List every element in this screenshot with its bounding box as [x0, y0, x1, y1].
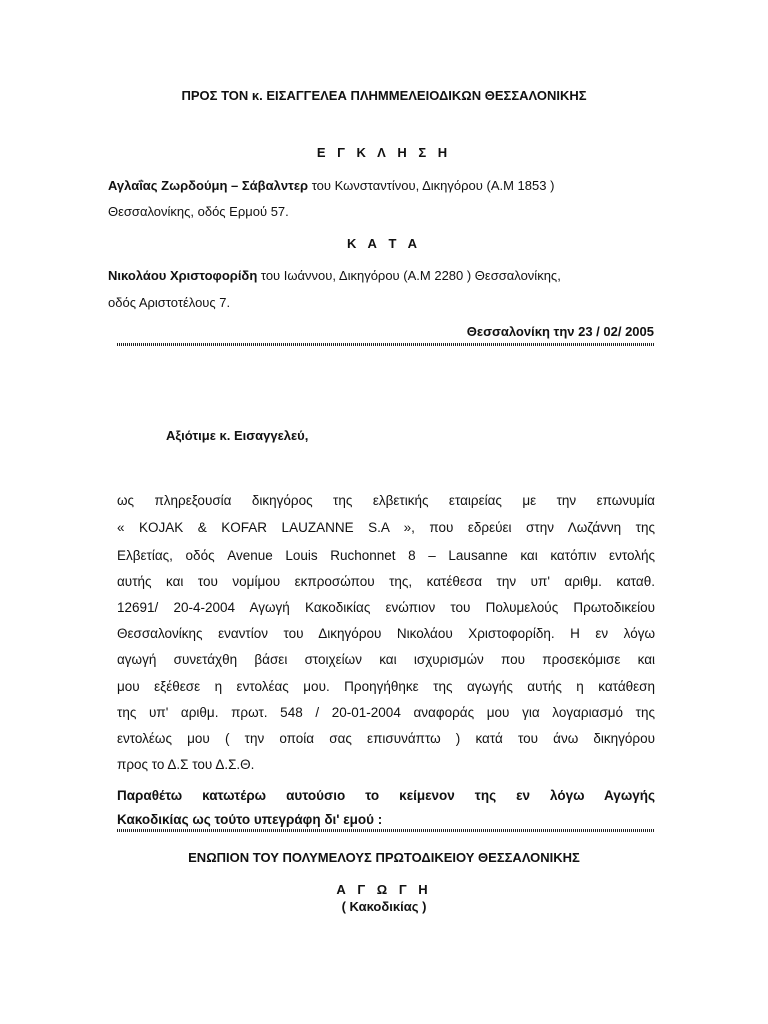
- addressee-heading: ΠΡΟΣ ΤΟΝ κ. ΕΙΣΑΓΓΕΛΕΑ ΠΛΗΜΜΕΛΕΙΟΔΙΚΩΝ ΘΕΣΣΑΛΟΝΙΚΗΣ: [181, 88, 587, 103]
- document-title: Ε Γ Κ Λ Η Σ Η: [316, 145, 452, 160]
- salutation: Αξιότιμε κ. Εισαγγελεύ,: [166, 428, 309, 443]
- complainant-line-1: [108, 178, 554, 193]
- lawsuit-subtitle: ( Κακοδικίας ): [341, 899, 427, 914]
- body-line: αγωγή συνετάχθη βάσει στοιχείων και ισχυρισμών που προσεκόμισε και: [117, 652, 655, 667]
- defendant-address: οδός Αριστοτέλους 7.: [108, 295, 231, 310]
- lawsuit-title: Α Γ Ω Γ Η: [336, 882, 432, 897]
- body-line: μου εξέθεσε η εντολέας μου. Προηγήθηκε της αγωγής αυτής η κατάθεση: [117, 679, 655, 694]
- defendant-line-1: [108, 268, 561, 283]
- defendant-details: του Ιωάννου, Δικηγόρου (Α.Μ 2280 ) Θεσσαλονίκης,: [257, 268, 561, 283]
- defendant-name: Νικολάου Χριστοφορίδη: [108, 268, 258, 283]
- court-heading: ΕΝΩΠΙΟΝ ΤΟΥ ΠΟΛΥΜΕΛΟΥΣ ΠΡΩΤΟΔΙΚΕΙΟΥ ΘΕΣΣΑΛΟΝΙΚΗΣ: [188, 850, 580, 865]
- body-line: « KOJAK & KOFAR LAUZANNE S.A », που εδρεύει στην Λωζάννη της: [117, 520, 655, 535]
- complainant-details: του Κωνσταντίνου, Δικηγόρου (Α.Μ 1853 ): [308, 178, 555, 193]
- complainant-name: Αγλαΐας Ζωρδούμη – Σάβαλντερ: [108, 178, 309, 193]
- bold-statement-line: Κακοδικίας ως τούτο υπεγράφη δι' εμού :: [117, 812, 383, 827]
- body-line: της υπ' αριθμ. πρωτ. 548 / 20-01-2004 αναφοράς μου για λογαριασμό της: [117, 705, 655, 720]
- dotted-divider: [117, 343, 655, 346]
- body-line: Θεσσαλονίκης εναντίον του Δικηγόρου Νικολάου Χριστοφορίδη. Η εν λόγω: [117, 626, 655, 641]
- body-line: 12691/ 20-4-2004 Αγωγή Κακοδικίας ενώπιον του Πολυμελούς Πρωτοδικείου: [117, 600, 655, 615]
- body-line: Ελβετίας, οδός Avenue Louis Ruchonnet 8 – Lausanne και κατόπιν εντολής: [117, 548, 655, 563]
- bold-statement-line: Παραθέτω κατωτέρω αυτούσιο το κείμενον της εν λόγω Αγωγής: [117, 788, 655, 803]
- complainant-address: Θεσσαλονίκης, οδός Ερμού 57.: [108, 204, 289, 219]
- body-line: εντολέως μου ( την οποία σας επισυνάπτω ) κατά του άνω δικηγόρου: [117, 731, 655, 746]
- dotted-divider: [117, 829, 655, 832]
- body-line: ως πληρεξουσία δικηγόρος της ελβετικής εταιρείας με την επωνυμία: [117, 493, 655, 508]
- against-label: Κ Α Τ Α: [347, 236, 421, 251]
- body-line: αυτής και του νομίμου εκπροσώπου της, κατέθεσα την υπ' αριθμ. καταθ.: [117, 574, 655, 589]
- place-date: Θεσσαλονίκη την 23 / 02/ 2005: [466, 324, 654, 339]
- body-line: προς το Δ.Σ του Δ.Σ.Θ.: [117, 757, 255, 772]
